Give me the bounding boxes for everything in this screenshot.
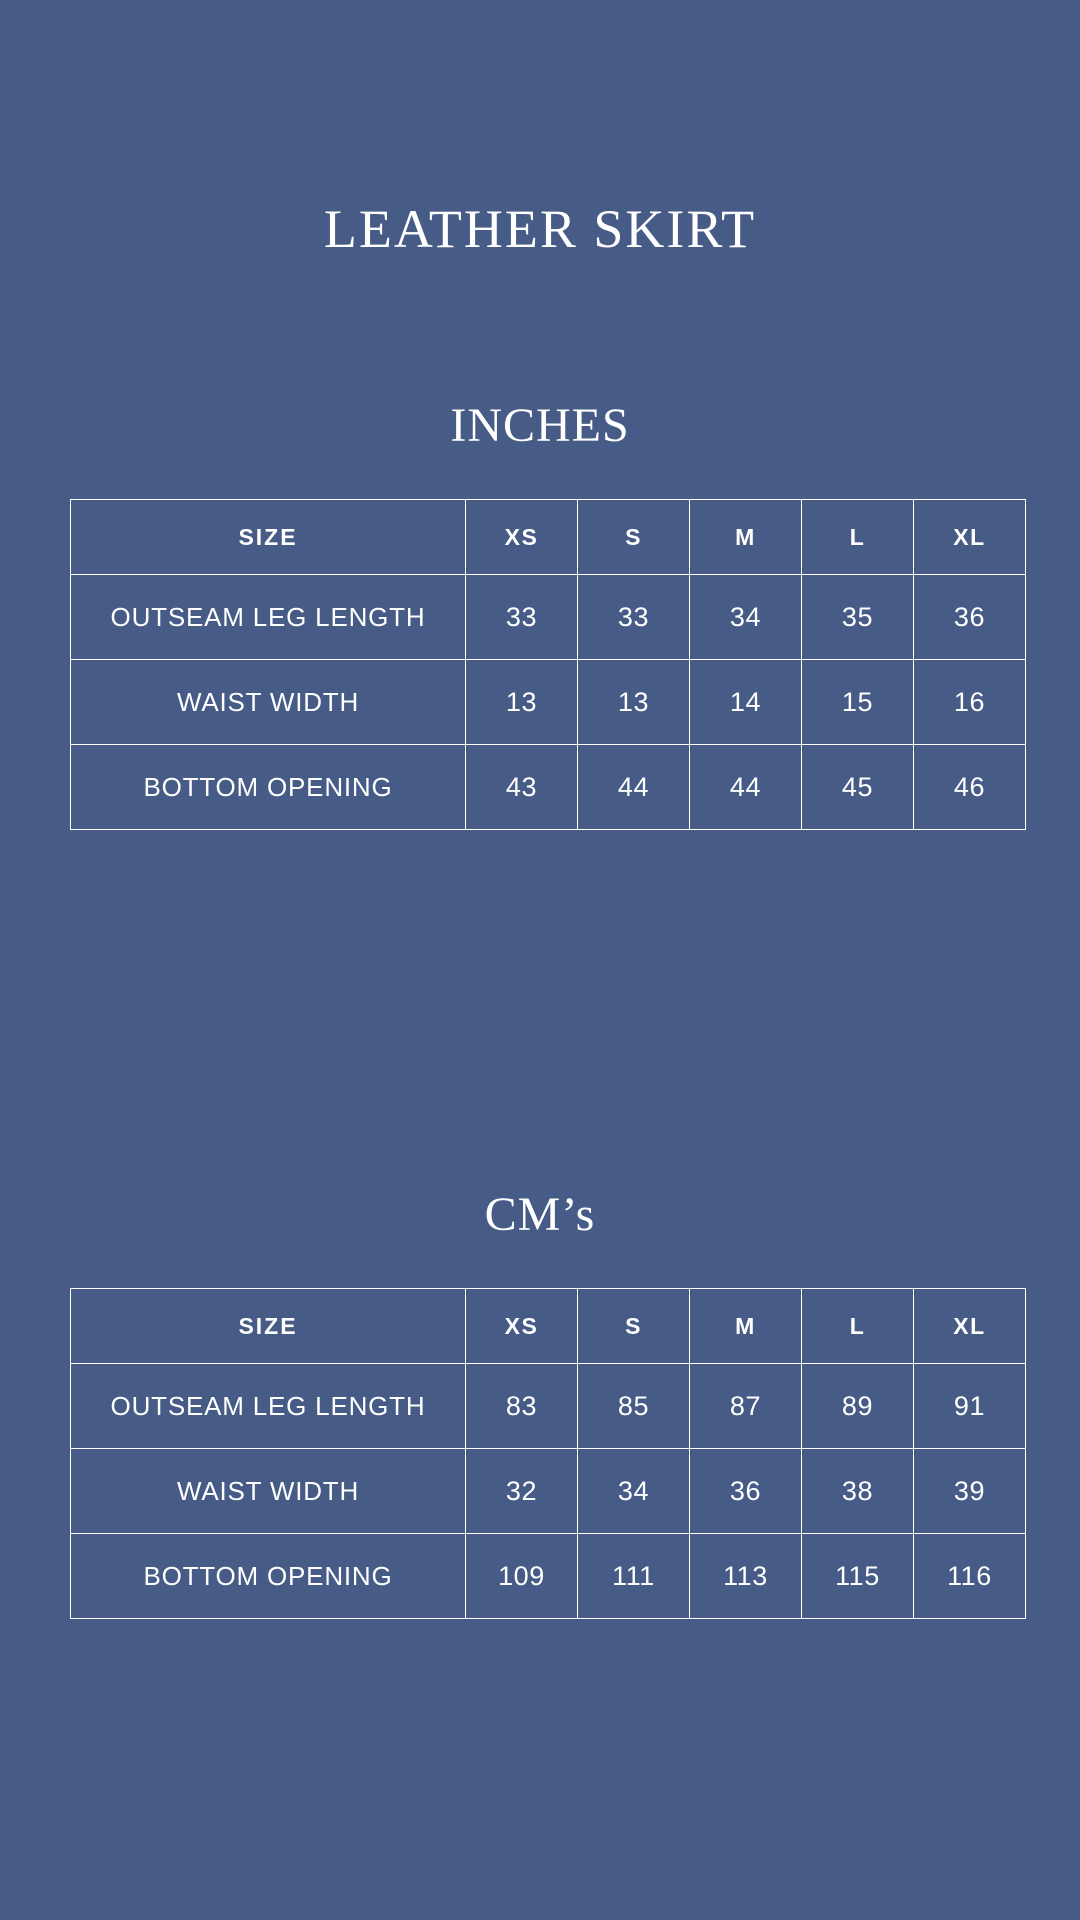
inches-size-table [70, 499, 1026, 830]
column-header-xs: XS [466, 500, 578, 575]
table-row [71, 745, 1026, 830]
cell-value: 91 [914, 1364, 1026, 1449]
cell-value: 13 [466, 660, 578, 745]
cell-value: 35 [802, 575, 914, 660]
column-header-l: L [802, 500, 914, 575]
cell-value: 111 [578, 1534, 690, 1619]
cell-value: 44 [690, 745, 802, 830]
cell-value: 115 [802, 1534, 914, 1619]
column-header-m: M [690, 1289, 802, 1364]
table-row [71, 1364, 1026, 1449]
cell-value: 33 [578, 575, 690, 660]
column-header-l: L [802, 1289, 914, 1364]
table-row [71, 1534, 1026, 1619]
cell-value: 14 [690, 660, 802, 745]
cell-value: 87 [690, 1364, 802, 1449]
cell-value: 13 [578, 660, 690, 745]
table-row [71, 575, 1026, 660]
column-header-xs: XS [466, 1289, 578, 1364]
cell-value: 33 [466, 575, 578, 660]
cell-value: 39 [914, 1449, 1026, 1534]
cell-value: 16 [914, 660, 1026, 745]
cell-value: 109 [466, 1534, 578, 1619]
cell-value: 36 [690, 1449, 802, 1534]
page-title: LEATHER SKIRT [323, 199, 757, 259]
cm-size-table [70, 1288, 1026, 1619]
cell-value: 116 [914, 1534, 1026, 1619]
cell-value: 32 [466, 1449, 578, 1534]
cm-section [70, 830, 1010, 1619]
column-header-xl: XL [914, 1289, 1026, 1364]
cell-value: 34 [690, 575, 802, 660]
column-header-size: SIZE [71, 500, 466, 575]
row-label: BOTTOM OPENING [71, 745, 466, 830]
column-header-m: M [690, 500, 802, 575]
cell-value: 44 [578, 745, 690, 830]
cm-heading: CM’s [484, 1188, 596, 1241]
cell-value: 46 [914, 745, 1026, 830]
inches-heading: INCHES [450, 399, 630, 452]
column-header-s: S [578, 1289, 690, 1364]
row-label: WAIST WIDTH [71, 1449, 466, 1534]
row-label: WAIST WIDTH [71, 660, 466, 745]
table-header-row [71, 500, 1026, 575]
table-row [71, 660, 1026, 745]
row-label: OUTSEAM LEG LENGTH [71, 1364, 466, 1449]
table-row [71, 1449, 1026, 1534]
column-header-xl: XL [914, 500, 1026, 575]
column-header-size: SIZE [71, 1289, 466, 1364]
cell-value: 85 [578, 1364, 690, 1449]
cell-value: 43 [466, 745, 578, 830]
inches-section [70, 260, 1010, 830]
column-header-s: S [578, 500, 690, 575]
row-label: BOTTOM OPENING [71, 1534, 466, 1619]
cell-value: 36 [914, 575, 1026, 660]
cell-value: 45 [802, 745, 914, 830]
cell-value: 34 [578, 1449, 690, 1534]
cell-value: 113 [690, 1534, 802, 1619]
row-label: OUTSEAM LEG LENGTH [71, 575, 466, 660]
cell-value: 38 [802, 1449, 914, 1534]
table-header-row [71, 1289, 1026, 1364]
cell-value: 15 [802, 660, 914, 745]
cell-value: 89 [802, 1364, 914, 1449]
cell-value: 83 [466, 1364, 578, 1449]
